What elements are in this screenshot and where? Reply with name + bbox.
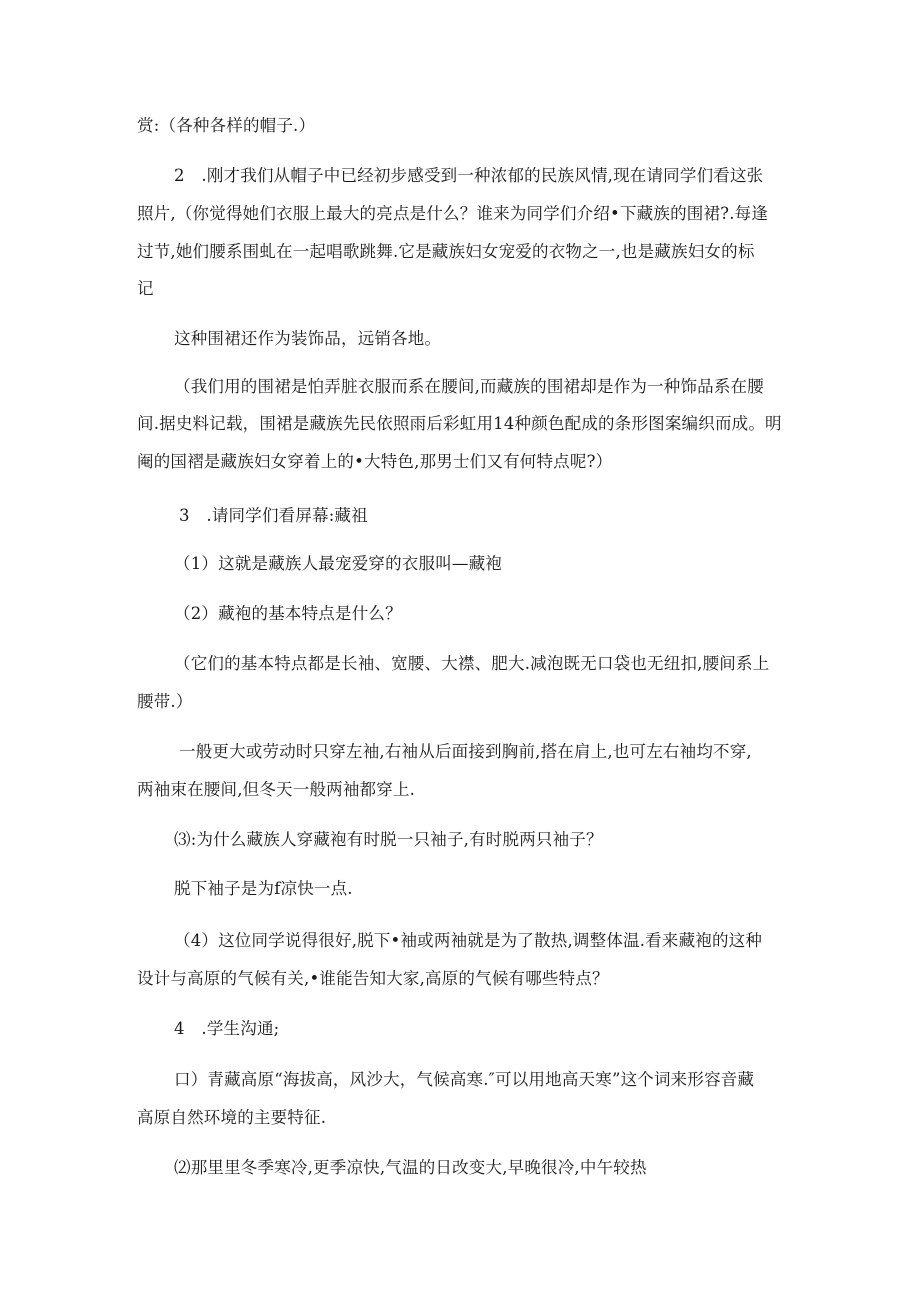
text-line: 3 .请同学们看屏幕:藏祖 [179,506,368,525]
text-line: 一般更大或劳动时只穿左袖,右袖从后面接到胸前,搭在肩上,也可左右袖均不穿, [179,742,752,761]
text-line: 2 .刚才我们从帽子中已经初步感受到一种浓郁的民族风情,现在请同学们看这张 [174,166,764,185]
text-line: 口）青藏高原“海拔高，风沙大，气候高寒.″可以用地高天寒”这个词来形容音藏 [174,1070,755,1089]
text-line: 4 .学生沟通; [174,1019,280,1038]
text-line: ⑵那里里冬季寒冷,更季凉快,气温的日改变大,早晚很冷,中午较热 [174,1158,647,1177]
text-line: 高原自然环境的主要特征. [137,1108,327,1127]
text-line: （它们的基本特点都是长袖、宽腰、大襟、肥大.减泡既无口袋也无纽扣,腰间系上 [174,654,770,673]
text-line: 间.据史料记载，围裙是藏族先民依照雨后彩虹用14种颜色配成的条形图案编织而成。明 [137,414,782,433]
text-line: 阉的国褶是藏族妇女穿着上的•大特色,那男士们又有何特点呢?） [137,452,613,471]
text-line: 两袖束在腰间,但冬天一般两袖都穿上. [137,780,416,799]
text-line: 这种围裙还作为装饰品，远销各地。 [174,329,442,348]
text-line: 过节,她们腰系围虬在一起唱歌跳舞.它是藏族妇女宠爱的衣物之一,也是藏族妇女的标 [137,242,755,261]
text-line: （1）这就是藏族人最宠爱穿的衣服叫—藏袍 [174,554,502,573]
text-line: 记 [137,279,154,298]
text-line: 照片,（你觉得她们衣服上最大的亮点是什么？谁来为同学们介绍•下藏族的围裙?.每逢 [137,204,769,223]
text-line: （2）藏袍的基本特点是什么？ [174,604,402,623]
text-line: （4）这位同学说得很好,脱下•袖或两袖就是为了散热,调整体温.看来藏袍的这种 [174,931,763,950]
text-line: 脱下袖子是为f凉快一点. [174,879,353,898]
text-line: 赏:（各种各样的帽子.） [137,116,316,135]
text-line: （我们用的围裙是怕弄脏衣服而系在腰间,而藏族的围裙却是作为一种饰品系在腰 [174,377,764,396]
text-line: 腰带.） [137,692,193,711]
text-line: 设计与高原的气候有关,•谁能告知大家,高原的气候有哪些特点？ [137,969,609,988]
text-line: ⑶:为什么藏族人穿藏袍有时脱一只袖子,有时脱两只袖子？ [174,830,603,849]
